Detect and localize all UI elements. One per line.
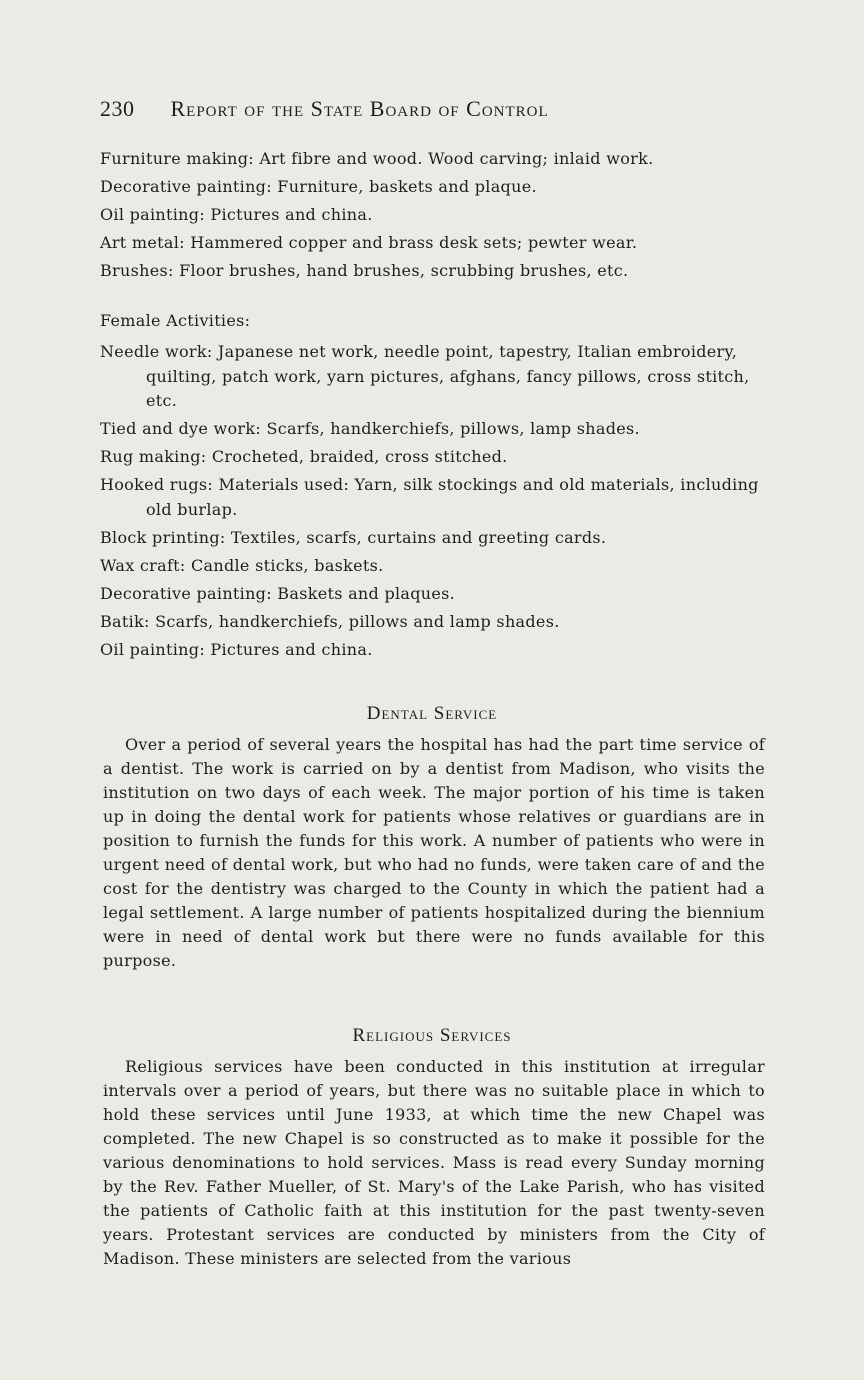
dental-service-paragraph: Over a period of several years the hospital has had the part time service of a dentist. The work is carried on by a dentist from Madison, who visits the institution on two days of each week. The major portion of his time is taken up in doing the dental work for patients whose relatives or guardians are in position to furnish the funds for this work. A number of patients who were in urgent need of dental work, but who had no funds, were taken care of and the cost for the dentistry was charged to the County in which the patient had a legal settlement. A large number of patients hospitalized during the biennium were in need of dental work but there were no funds available for this purpose. bbox=[103, 735, 765, 970]
running-title: Report of the State Board of Control bbox=[170, 96, 549, 121]
religious-services-heading: Religious Services bbox=[352, 1025, 512, 1046]
list-item: Wax craft: Candle sticks, baskets. bbox=[100, 555, 384, 575]
list-item: Art metal: Hammered copper and brass desk sets; pewter wear. bbox=[100, 233, 638, 252]
list-item: Needle work: Japanese net work, needle point, tapestry, Italian embroidery, quilting, patch work, yarn pictures, afghans, fancy pillows, cross stitch, etc. bbox=[100, 342, 750, 410]
list-item: Oil painting: Pictures and china. bbox=[100, 639, 373, 659]
list-item: Hooked rugs: Materials used: Yarn, silk stockings and old materials, including old burlap. bbox=[100, 475, 759, 519]
female-activities-list bbox=[100, 340, 770, 666]
list-item: Rug making: Crocheted, braided, cross stitched. bbox=[100, 447, 508, 466]
running-header bbox=[100, 96, 780, 122]
list-item: Tied and dye work: Scarfs, handkerchiefs, pillows, lamp shades. bbox=[100, 419, 640, 438]
dental-service-heading: Dental Service bbox=[366, 703, 498, 724]
list-item: Batik: Scarfs, handkerchiefs, pillows and lamp shades. bbox=[100, 611, 560, 631]
religious-services-paragraph: Religious services have been conducted in this institution at irregular intervals over a period of years, but there was no suitable place in which to hold these services until June 1933, at which time the new Chapel was completed. The new Chapel is so constructed as to make it possible for the various denominations to hold services. Mass is read every Sunday morning by the Rev. Father Mueller, of St. Mary's of the Lake Parish, who has visited the patients of Catholic faith at this institution for the past twenty-seven years. Protestant services are conducted by ministers from the City of Madison. These ministers are selected from the various bbox=[103, 1057, 765, 1268]
list-item: Decorative painting: Baskets and plaques. bbox=[100, 583, 456, 603]
list-item: Brushes: Floor brushes, hand brushes, scrubbing brushes, etc. bbox=[100, 261, 629, 280]
list-item: Decorative painting: Furniture, baskets and plaque. bbox=[100, 177, 537, 196]
list-item: Block printing: Textiles, scarfs, curtains and greeting cards. bbox=[100, 527, 607, 547]
male-activities-list bbox=[100, 147, 770, 287]
female-activities-heading: Female Activities: bbox=[100, 311, 251, 330]
page-number: 230 bbox=[100, 96, 135, 121]
list-item: Oil painting: Pictures and china. bbox=[100, 205, 373, 224]
list-item: Furniture making: Art fibre and wood. Wood carving; inlaid work. bbox=[100, 149, 654, 168]
